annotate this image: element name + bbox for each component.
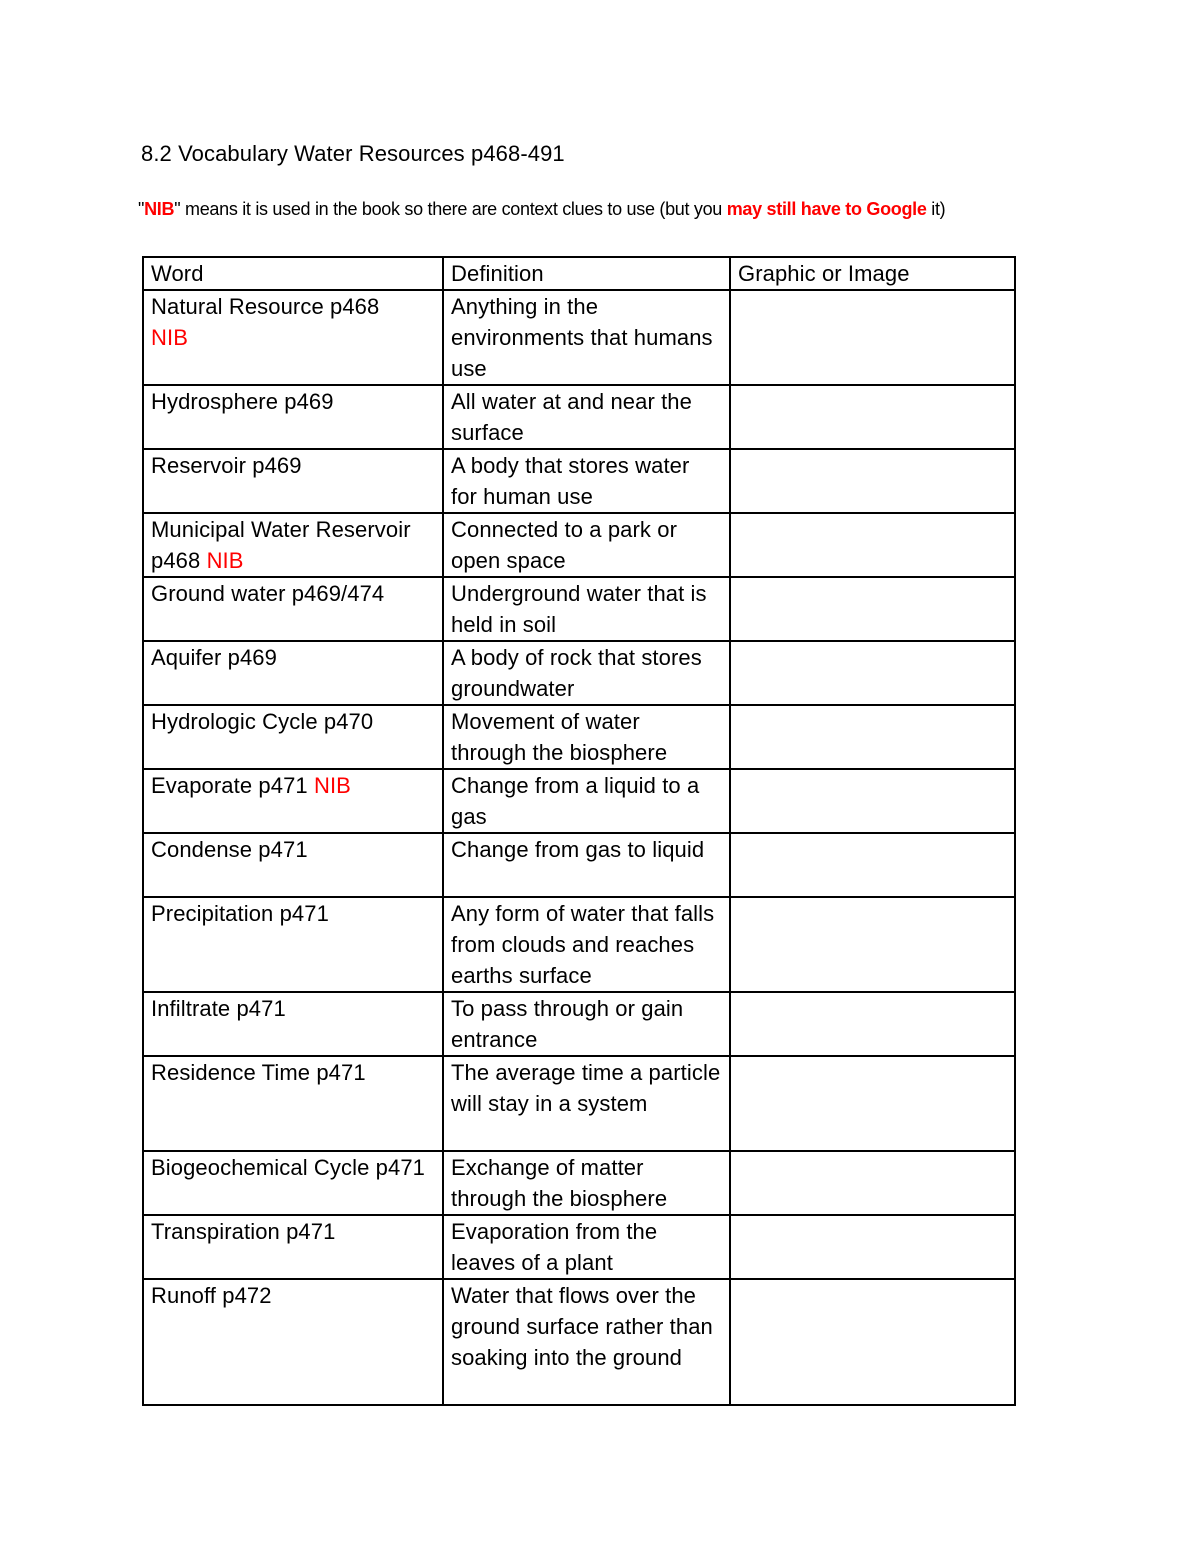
graphic-cell[interactable] [730,992,1015,1056]
definition-cell: Water that flows over the ground surface rather than soaking into the ground [443,1279,730,1405]
table-row [143,897,1015,992]
graphic-cell[interactable] [730,385,1015,449]
word-cell [143,1151,443,1215]
table-row [143,290,1015,385]
word-text: Evaporate p471 [151,773,308,798]
nib-tag: NIB [151,325,188,350]
word-cell [143,385,443,449]
word-cell [143,705,443,769]
word-cell [143,1215,443,1279]
graphic-cell[interactable] [730,705,1015,769]
graphic-cell[interactable] [730,577,1015,641]
word-cell [143,1279,443,1405]
definition-cell: All water at and near the surface [443,385,730,449]
definition-cell: Change from gas to liquid [443,833,730,897]
header-graphic: Graphic or Image [730,257,1015,290]
definition-cell: Any form of water that falls from clouds and reaches earths surface [443,897,730,992]
word-cell [143,290,443,385]
vocabulary-table [142,256,1016,1406]
table-row [143,769,1015,833]
page-title: 8.2 Vocabulary Water Resources p468-491 [141,141,565,166]
word-text: Runoff p472 [151,1283,272,1308]
nib-tag: NIB [206,548,244,573]
word-text: Natural Resource p468 [151,294,380,319]
table-row [143,577,1015,641]
word-cell [143,992,443,1056]
definition-cell: Anything in the environments that humans use [443,290,730,385]
word-text: Aquifer p469 [151,645,277,670]
table-row [143,1215,1015,1279]
graphic-cell[interactable] [730,897,1015,992]
word-text: Residence Time p471 [151,1060,366,1085]
word-text: Precipitation p471 [151,901,329,926]
word-text: Hydrosphere p469 [151,389,334,414]
table-row [143,1151,1015,1215]
note-nib: NIB [144,199,175,219]
word-cell [143,833,443,897]
word-text: Condense p471 [151,837,308,862]
word-text: Transpiration p471 [151,1219,336,1244]
definition-cell: The average time a particle will stay in a system [443,1056,730,1151]
nib-note [138,199,945,220]
definition-cell: To pass through or gain entrance [443,992,730,1056]
table-row [143,1056,1015,1151]
word-cell [143,641,443,705]
graphic-cell[interactable] [730,513,1015,577]
nib-tag: NIB [313,773,351,798]
word-text: Reservoir p469 [151,453,302,478]
graphic-cell[interactable] [730,290,1015,385]
word-text: Municipal Water Reservoir p468 [151,517,411,573]
table-row [143,833,1015,897]
table-row [143,641,1015,705]
word-cell [143,769,443,833]
table-row [143,1279,1015,1405]
header-word: Word [143,257,443,290]
definition-cell: Exchange of matter through the biosphere [443,1151,730,1215]
definition-cell: Evaporation from the leaves of a plant [443,1215,730,1279]
graphic-cell[interactable] [730,1151,1015,1215]
word-cell [143,449,443,513]
graphic-cell[interactable] [730,833,1015,897]
definition-cell: Underground water that is held in soil [443,577,730,641]
note-emphasis: may still have to Google [726,199,927,219]
definition-cell: Change from a liquid to a gas [443,769,730,833]
word-cell [143,1056,443,1151]
word-text: Hydrologic Cycle p470 [151,709,374,734]
graphic-cell[interactable] [730,769,1015,833]
definition-cell: A body that stores water for human use [443,449,730,513]
definition-cell: Connected to a park or open space [443,513,730,577]
word-cell [143,513,443,577]
table-row [143,992,1015,1056]
word-cell [143,897,443,992]
word-text: Ground water p469/474 [151,581,385,606]
definition-cell: Movement of water through the biosphere [443,705,730,769]
word-text: Infiltrate p471 [151,996,286,1021]
table-header-row [143,257,1015,290]
header-definition: Definition [443,257,730,290]
note-text-end: it) [926,199,946,219]
definition-cell: A body of rock that stores groundwater [443,641,730,705]
graphic-cell[interactable] [730,641,1015,705]
table-row [143,385,1015,449]
graphic-cell[interactable] [730,1279,1015,1405]
note-quote-open: " [138,199,145,219]
table-row [143,449,1015,513]
graphic-cell[interactable] [730,449,1015,513]
word-text: Biogeochemical Cycle p471 [151,1155,425,1180]
table-row [143,705,1015,769]
table-row [143,513,1015,577]
graphic-cell[interactable] [730,1215,1015,1279]
note-text: " means it is used in the book so there are context clues to use (but you [174,199,727,219]
graphic-cell[interactable] [730,1056,1015,1151]
word-cell [143,577,443,641]
